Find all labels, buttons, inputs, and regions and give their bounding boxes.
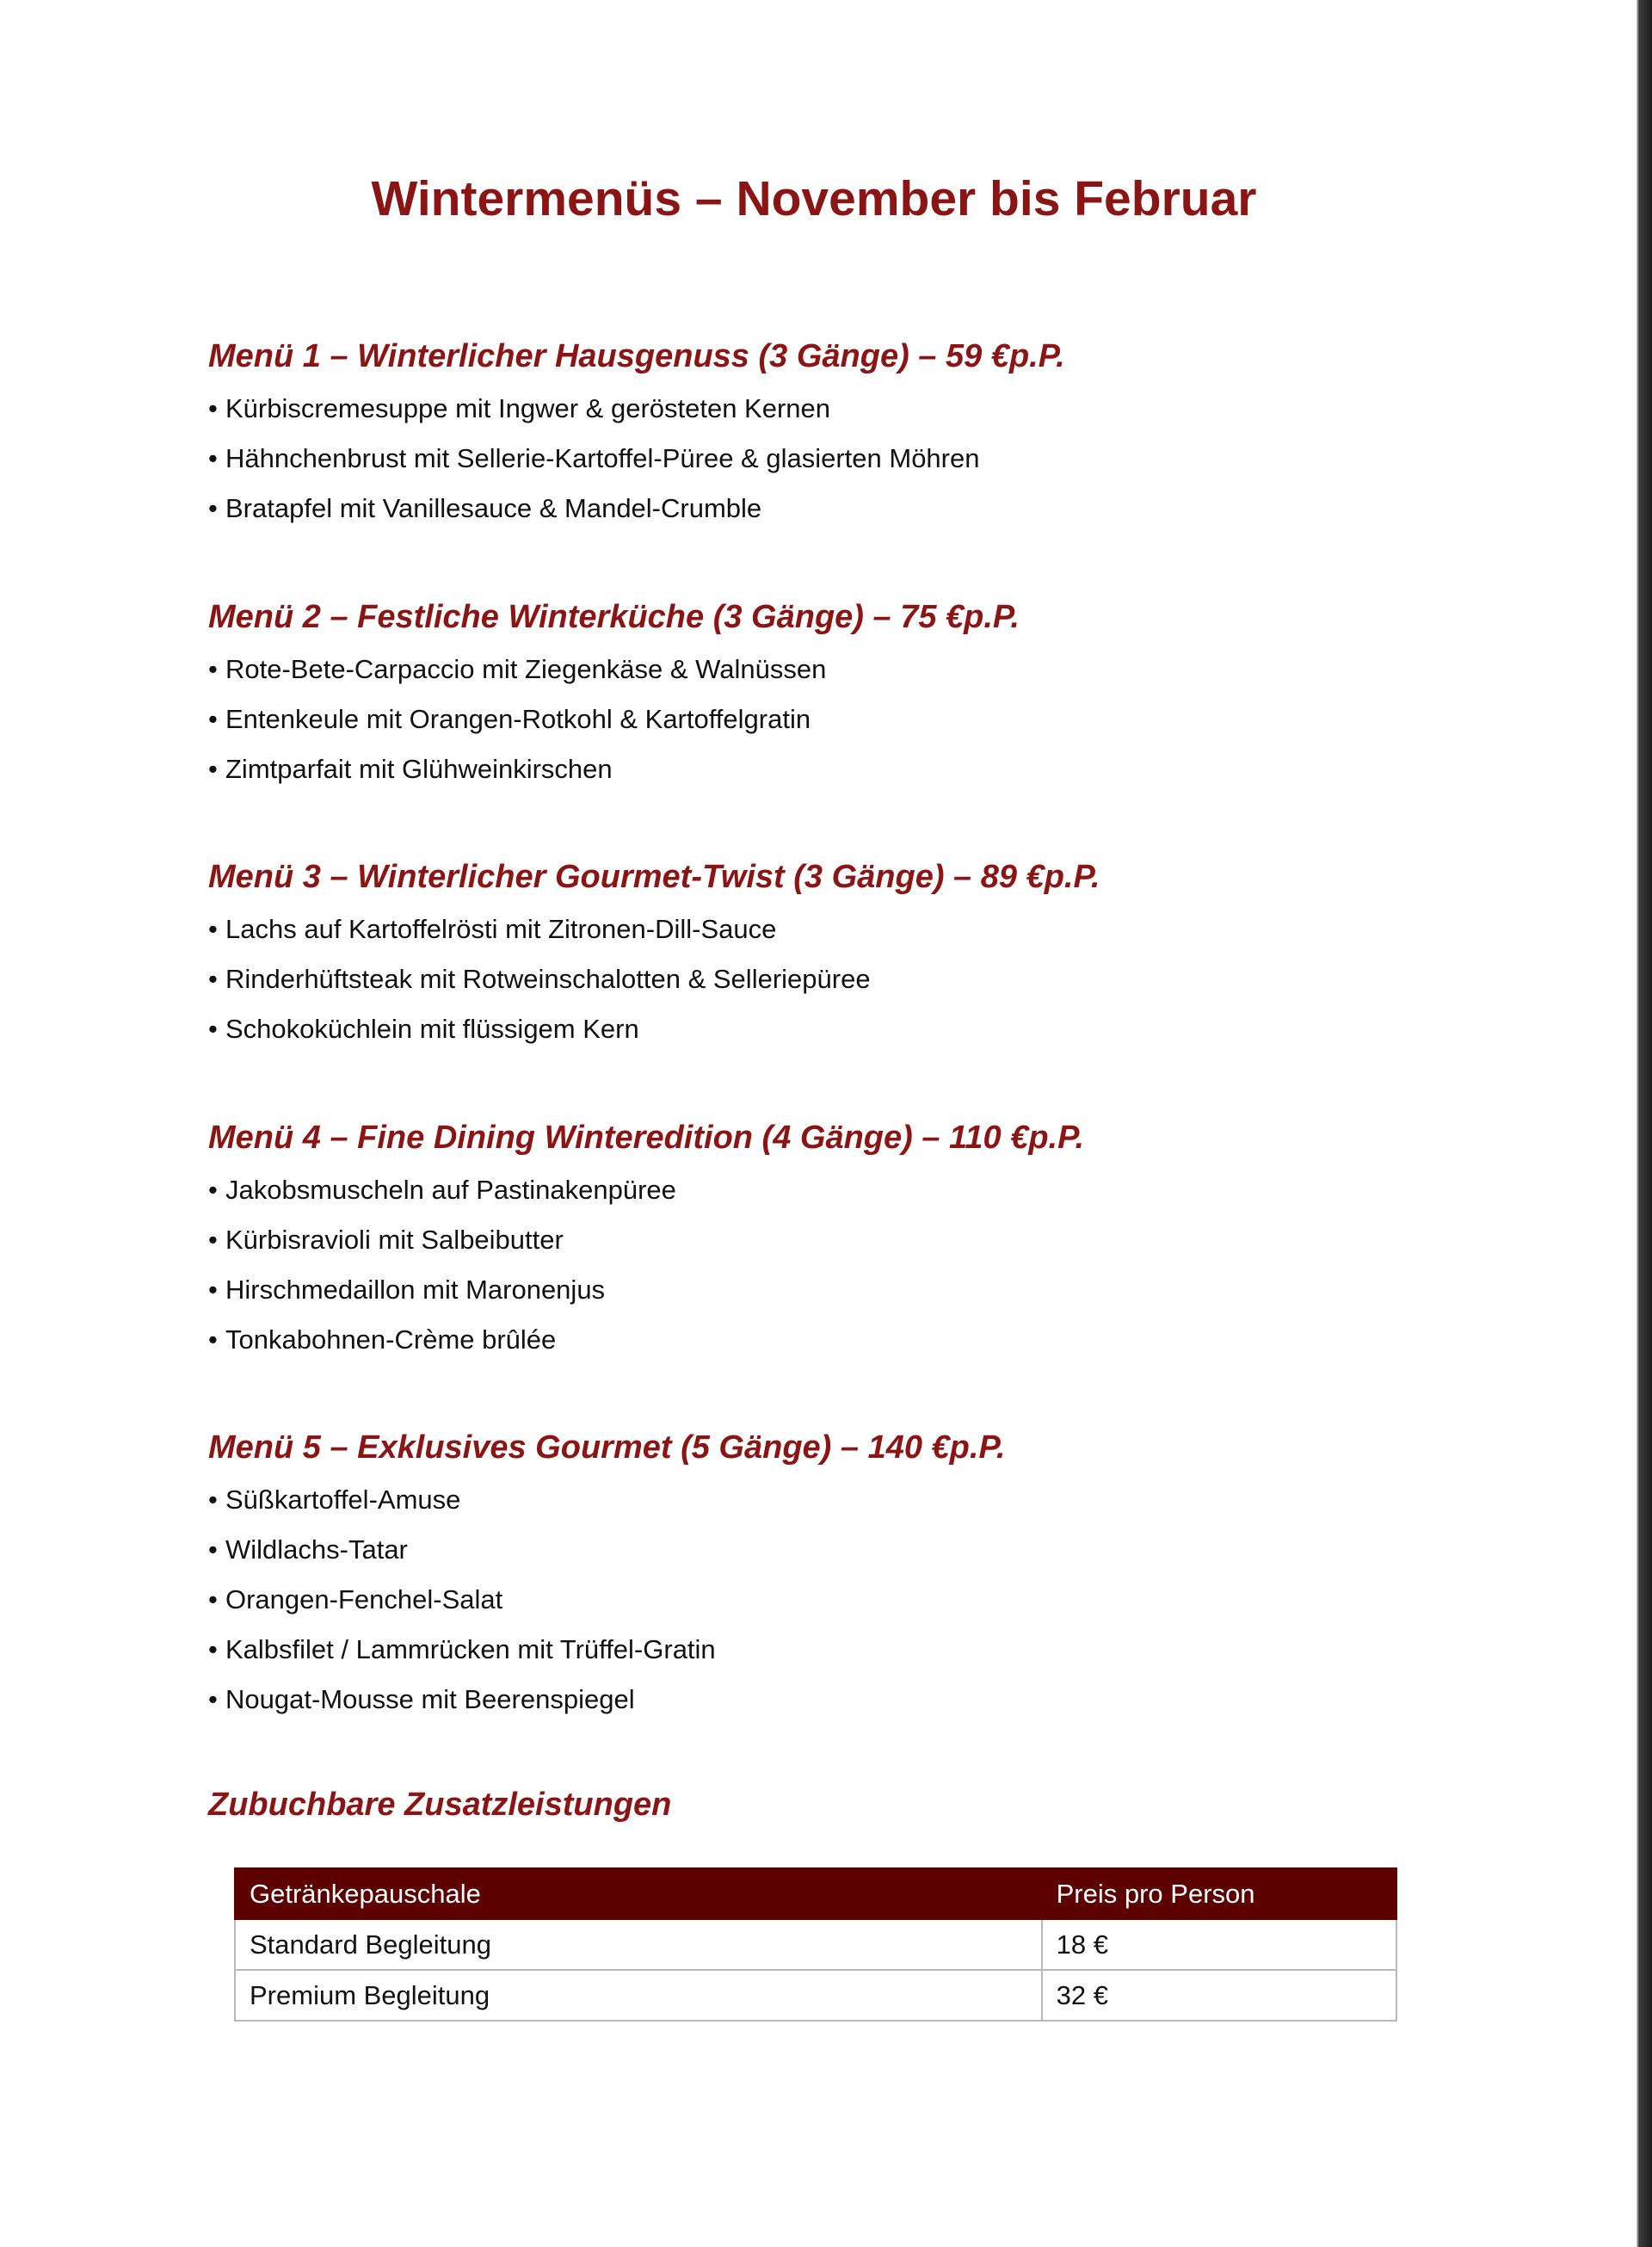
bullet-icon: • xyxy=(208,1485,218,1515)
dish-label: Entenkeule mit Orangen-Rotkohl & Kartoffelgratin xyxy=(225,704,811,734)
list-item xyxy=(208,744,1499,794)
table-header xyxy=(235,1868,1396,1919)
table-header-row xyxy=(235,1868,1396,1919)
table-cell-price: 18 € xyxy=(1042,1919,1396,1970)
dish-label: Wildlachs-Tatar xyxy=(225,1534,408,1565)
bullet-icon: • xyxy=(208,964,218,994)
list-item xyxy=(208,1165,1499,1215)
dish-list xyxy=(208,384,1499,534)
bullet-icon: • xyxy=(208,1175,218,1205)
table-cell-price: 32 € xyxy=(1042,1970,1396,2021)
bullet-icon: • xyxy=(208,1584,218,1614)
dish-label: Hirschmedaillon mit Maronenjus xyxy=(225,1275,606,1305)
table-cell-package: Standard Begleitung xyxy=(235,1919,1042,1970)
bullet-icon: • xyxy=(208,754,218,784)
page-edge-shadow xyxy=(1637,0,1652,2247)
bullet-icon: • xyxy=(208,1324,218,1355)
bullet-icon: • xyxy=(208,1684,218,1714)
bullet-icon: • xyxy=(208,1634,218,1664)
dish-label: Rinderhüftsteak mit Rotweinschalotten & Selleriepüree xyxy=(225,964,871,994)
column-header-drinks: Getränkepauschale xyxy=(235,1868,1042,1919)
dish-label: Tonkabohnen-Crème brûlée xyxy=(225,1324,557,1355)
dish-list xyxy=(208,645,1499,794)
dish-list xyxy=(208,904,1499,1054)
table-row xyxy=(235,1919,1396,1970)
dish-label: Lachs auf Kartoffelrösti mit Zitronen-Dill-Sauce xyxy=(225,914,777,944)
list-item xyxy=(208,1475,1499,1525)
menu-section-1 xyxy=(208,334,1499,534)
list-item xyxy=(208,484,1499,534)
list-item xyxy=(208,904,1499,954)
dish-label: Hähnchenbrust mit Sellerie-Kartoffel-Püree & glasierten Möhren xyxy=(225,443,980,473)
list-item xyxy=(208,1625,1499,1675)
addons-table xyxy=(234,1867,1397,2022)
column-header-price: Preis pro Person xyxy=(1042,1868,1396,1919)
dish-label: Süßkartoffel-Amuse xyxy=(225,1485,461,1515)
dish-label: Bratapfel mit Vanillesauce & Mandel-Crumble xyxy=(225,493,762,523)
dish-list xyxy=(208,1165,1499,1365)
list-item xyxy=(208,434,1499,484)
dish-label: Kalbsfilet / Lammrücken mit Trüffel-Gratin xyxy=(225,1634,716,1664)
dish-label: Kürbiscremesuppe mit Ingwer & gerösteten Kernen xyxy=(225,393,831,423)
bullet-icon: • xyxy=(208,1275,218,1305)
menu-heading: Menü 3 – Winterlicher Gourmet-Twist (3 Gänge) – 89 €p.P. xyxy=(208,859,1100,895)
addons-heading: Zubuchbare Zusatzleistungen xyxy=(208,1787,672,1823)
dish-list xyxy=(208,1475,1499,1725)
list-item xyxy=(208,1215,1499,1265)
dish-label: Kürbisravioli mit Salbeibutter xyxy=(225,1225,564,1255)
bullet-icon: • xyxy=(208,704,218,734)
list-item xyxy=(208,1004,1499,1054)
bullet-icon: • xyxy=(208,1014,218,1044)
dish-label: Jakobsmuscheln auf Pastinakenpüree xyxy=(225,1175,676,1205)
bullet-icon: • xyxy=(208,1225,218,1255)
list-item xyxy=(208,384,1499,434)
bullet-icon: • xyxy=(208,1534,218,1565)
bullet-icon: • xyxy=(208,393,218,423)
list-item xyxy=(208,1575,1499,1625)
bullet-icon: • xyxy=(208,654,218,684)
list-item xyxy=(208,645,1499,694)
list-item xyxy=(208,694,1499,744)
menu-heading: Menü 4 – Fine Dining Winteredition (4 Gänge) – 110 €p.P. xyxy=(208,1120,1085,1156)
bullet-icon: • xyxy=(208,493,218,523)
menu-heading: Menü 2 – Festliche Winterküche (3 Gänge) – 75 €p.P. xyxy=(208,599,1020,635)
table-body xyxy=(235,1919,1396,2021)
dish-label: Nougat-Mousse mit Beerenspiegel xyxy=(225,1684,635,1714)
dish-label: Rote-Bete-Carpaccio mit Ziegenkäse & Walnüssen xyxy=(225,654,827,684)
list-item xyxy=(208,1525,1499,1575)
menu-section-5 xyxy=(208,1425,1499,1725)
dish-label: Orangen-Fenchel-Salat xyxy=(225,1584,503,1614)
dish-label: Zimtparfait mit Glühweinkirschen xyxy=(225,754,613,784)
bullet-icon: • xyxy=(208,443,218,473)
page-title: Wintermenüs – November bis Februar xyxy=(371,171,1257,226)
menu-section-3 xyxy=(208,855,1499,1054)
menu-section-4 xyxy=(208,1115,1499,1365)
menu-heading: Menü 1 – Winterlicher Hausgenuss (3 Gänge) – 59 €p.P. xyxy=(208,338,1065,374)
bullet-icon: • xyxy=(208,914,218,944)
table-cell-package: Premium Begleitung xyxy=(235,1970,1042,2021)
table-row xyxy=(235,1970,1396,2021)
list-item xyxy=(208,1315,1499,1365)
menu-heading: Menü 5 – Exklusives Gourmet (5 Gänge) – 140 €p.P. xyxy=(208,1429,1006,1466)
list-item xyxy=(208,1675,1499,1725)
list-item xyxy=(208,1265,1499,1315)
menu-section-2 xyxy=(208,595,1499,794)
list-item xyxy=(208,954,1499,1004)
dish-label: Schokoküchlein mit flüssigem Kern xyxy=(225,1014,639,1044)
